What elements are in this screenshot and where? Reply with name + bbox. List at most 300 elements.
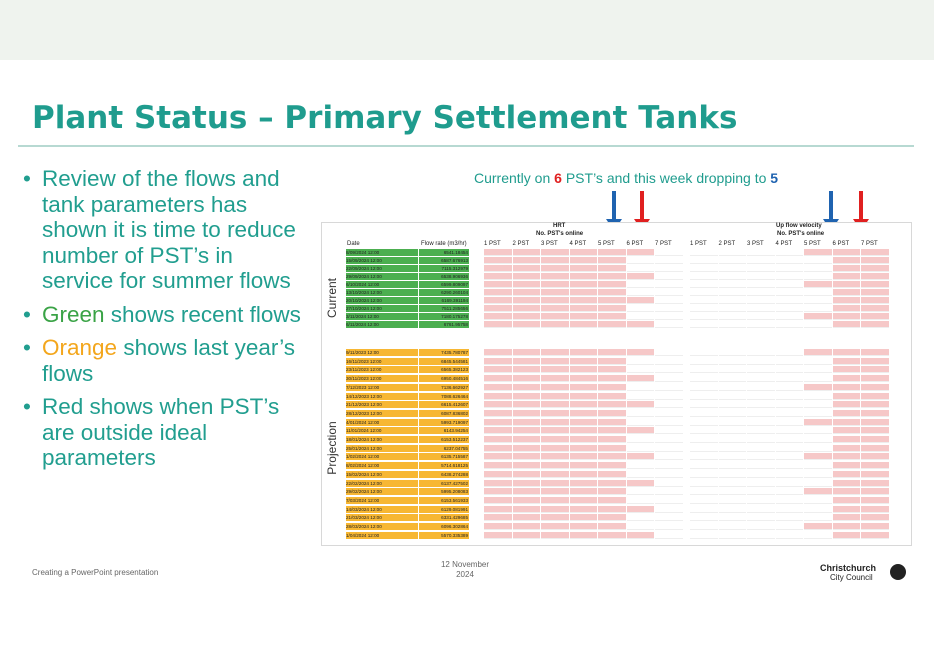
pst-value-cell <box>570 427 598 434</box>
pst-value-cell <box>513 462 541 469</box>
pst-value-cell <box>861 366 889 373</box>
pst-value-cell <box>719 366 747 373</box>
pst-value-cell <box>861 358 889 365</box>
pst-value-cell <box>570 497 598 504</box>
pst-value-cell <box>690 410 718 417</box>
pst-value-cell <box>655 532 683 539</box>
pst-value-cell <box>690 497 718 504</box>
pst-value-cell <box>804 358 832 365</box>
pst-value-cell <box>598 427 626 434</box>
pst-value-cell <box>598 401 626 408</box>
pst-value-cell <box>598 349 626 356</box>
flow-cell: 6587.676913 <box>419 257 469 264</box>
pst-value-cell <box>627 506 655 513</box>
pst-value-cell <box>484 265 512 272</box>
pst-value-cell <box>719 313 747 320</box>
bullet-review-text: Review of the flows and tank parameters has shown it is time to reduce number of PST’s in service for summer flows <box>42 166 296 293</box>
pst-value-cell <box>598 523 626 530</box>
pst-value-cell <box>627 297 655 304</box>
pst-value-cell <box>747 436 775 443</box>
pst-value-cell <box>627 523 655 530</box>
table-row <box>322 445 911 453</box>
date-cell: 30/11/2023 12:00 <box>346 375 418 382</box>
flow-column-header: Flow rate (m3/hr) <box>421 241 467 247</box>
pst-value-cell <box>690 305 718 312</box>
flow-cell: 5993.719097 <box>419 419 469 426</box>
date-cell: 15/09/2024 12:00 <box>346 257 418 264</box>
pst-value-cell <box>719 273 747 280</box>
pst-value-cell <box>655 453 683 460</box>
pst-value-cell <box>541 265 569 272</box>
pst-value-cell <box>484 410 512 417</box>
pst-value-cell <box>484 480 512 487</box>
table-row <box>322 349 911 357</box>
pst-value-cell <box>541 523 569 530</box>
pst-value-cell <box>747 488 775 495</box>
pst-value-cell <box>861 532 889 539</box>
pst-value-cell <box>627 273 655 280</box>
pst-value-cell <box>627 257 655 264</box>
pst-value-cell <box>541 453 569 460</box>
pst-value-cell <box>776 523 804 530</box>
pst-value-cell <box>627 419 655 426</box>
pst-value-cell <box>541 436 569 443</box>
pst-value-cell <box>690 265 718 272</box>
table-row <box>322 471 911 479</box>
flow-cell: 7511.285656 <box>419 305 469 312</box>
table-row <box>322 480 911 488</box>
pst-value-cell <box>484 289 512 296</box>
flow-cell: 6137.427502 <box>419 480 469 487</box>
pst-value-cell <box>570 249 598 256</box>
pst-value-cell <box>719 419 747 426</box>
flow-cell: 6290.260104 <box>419 289 469 296</box>
pst-value-cell <box>804 427 832 434</box>
pst-value-cell <box>484 462 512 469</box>
date-cell: 22/09/2024 12:00 <box>346 265 418 272</box>
pst-value-cell <box>804 471 832 478</box>
pst-value-cell <box>833 257 861 264</box>
pst-value-cell <box>804 462 832 469</box>
table-row <box>322 532 911 540</box>
pst-value-cell <box>541 273 569 280</box>
pst-value-cell <box>690 445 718 452</box>
pst-header-hrt-2: 2 PST <box>512 241 530 247</box>
slide-title: Plant Status – Primary Settlement Tanks <box>32 100 738 136</box>
pst-value-cell <box>833 453 861 460</box>
pst-value-cell <box>804 480 832 487</box>
pst-value-cell <box>541 249 569 256</box>
date-cell: 11/01/2024 12:00 <box>346 427 418 434</box>
pst-value-cell <box>484 358 512 365</box>
date-cell: 23/11/2023 12:00 <box>346 366 418 373</box>
pst-value-cell <box>627 514 655 521</box>
table-row <box>322 273 911 281</box>
pst-value-cell <box>804 375 832 382</box>
pst-value-cell <box>776 471 804 478</box>
pst-value-cell <box>513 257 541 264</box>
pst-value-cell <box>570 453 598 460</box>
pst-value-cell <box>719 436 747 443</box>
table-row <box>322 488 911 496</box>
pst-value-cell <box>719 375 747 382</box>
pst-value-cell <box>861 427 889 434</box>
bullet-dot-icon: • <box>23 394 31 419</box>
flow-cell: 6950.484516 <box>419 375 469 382</box>
bullet-green-highlight: Green <box>42 301 105 327</box>
pst-value-cell <box>776 393 804 400</box>
pst-value-cell <box>747 297 775 304</box>
pst-value-cell <box>804 410 832 417</box>
date-cell: 29/02/2024 12:00 <box>346 488 418 495</box>
pst-value-cell <box>747 249 775 256</box>
pst-value-cell <box>598 384 626 391</box>
pst-value-cell <box>747 471 775 478</box>
pst-value-cell <box>513 313 541 320</box>
pst-value-cell <box>541 313 569 320</box>
pst-value-cell <box>719 514 747 521</box>
pst-value-cell <box>513 401 541 408</box>
pst-value-cell <box>513 419 541 426</box>
pst-value-cell <box>719 427 747 434</box>
table-row <box>322 305 911 313</box>
pst-value-cell <box>776 305 804 312</box>
pst-header-hrt-7: 7 PST <box>655 241 672 247</box>
pst-value-cell <box>690 375 718 382</box>
pst-value-cell <box>598 321 626 328</box>
pst-value-cell <box>655 410 683 417</box>
table-row <box>322 358 911 366</box>
pst-value-cell <box>484 349 512 356</box>
bullet-green-text: shows recent flows <box>104 301 301 327</box>
pst-value-cell <box>541 514 569 521</box>
pst-value-cell <box>598 313 626 320</box>
pst-value-cell <box>513 349 541 356</box>
pst-value-cell <box>861 410 889 417</box>
pst-value-cell <box>655 488 683 495</box>
current-section-label: Current <box>325 277 339 318</box>
pst-value-cell <box>541 321 569 328</box>
pst-value-cell <box>655 497 683 504</box>
date-cell: 14/12/2023 12:00 <box>346 393 418 400</box>
pst-value-cell <box>747 375 775 382</box>
pst-value-cell <box>861 281 889 288</box>
pst-value-cell <box>655 313 683 320</box>
pst-value-cell <box>833 523 861 530</box>
flow-cell: 6135.715587 <box>419 453 469 460</box>
pst-value-cell <box>598 257 626 264</box>
pst-value-cell <box>570 321 598 328</box>
pst-value-cell <box>598 410 626 417</box>
date-cell: 6/10/2024 12:00 <box>346 281 418 288</box>
pst-value-cell <box>861 305 889 312</box>
hrt-group-header: HRT <box>553 223 566 229</box>
pst-value-cell <box>861 480 889 487</box>
pst-value-cell <box>776 488 804 495</box>
pst-value-cell <box>513 321 541 328</box>
pst-value-cell <box>747 305 775 312</box>
pst-value-cell <box>690 523 718 530</box>
pst-value-cell <box>776 265 804 272</box>
pst-value-cell <box>484 506 512 513</box>
pst-value-cell <box>484 375 512 382</box>
flow-cell: 6143.94254 <box>419 427 469 434</box>
pst-value-cell <box>861 297 889 304</box>
pst-value-cell <box>804 257 832 264</box>
pst-value-cell <box>804 313 832 320</box>
flow-cell: 6541.18454 <box>419 249 469 256</box>
bullet-dot-icon: • <box>23 335 31 360</box>
pst-value-cell <box>627 427 655 434</box>
bullet-orange-text: shows last year’s flows <box>42 335 296 386</box>
pst-value-cell <box>719 297 747 304</box>
table-row <box>322 453 911 461</box>
pst-header-hrt-3: 3 PST <box>541 241 558 247</box>
table-row <box>322 436 911 444</box>
pst-value-cell <box>833 384 861 391</box>
pst-value-cell <box>776 445 804 452</box>
pst-value-cell <box>598 471 626 478</box>
pst-value-cell <box>513 273 541 280</box>
flow-cell: 7136.662927 <box>419 384 469 391</box>
pst-value-cell <box>861 471 889 478</box>
pst-value-cell <box>861 445 889 452</box>
pst-value-cell <box>513 532 541 539</box>
pst-header-hrt-6: 6 PST <box>626 241 644 247</box>
pst-value-cell <box>655 273 683 280</box>
pst-value-cell <box>627 453 655 460</box>
pst-value-cell <box>513 471 541 478</box>
pst-value-cell <box>861 321 889 328</box>
pst-value-cell <box>598 462 626 469</box>
pst-value-cell <box>570 506 598 513</box>
date-cell: 18/01/2024 12:00 <box>346 436 418 443</box>
pst-value-cell <box>861 523 889 530</box>
flow-cell: 6087.836802 <box>419 410 469 417</box>
pst-value-cell <box>833 305 861 312</box>
pst-value-cell <box>861 497 889 504</box>
pst-value-cell <box>804 384 832 391</box>
pst-value-cell <box>719 480 747 487</box>
pst-value-cell <box>690 506 718 513</box>
pst-value-cell <box>513 384 541 391</box>
pst-value-cell <box>627 249 655 256</box>
pst-value-cell <box>541 375 569 382</box>
pst-value-cell <box>598 497 626 504</box>
pst-value-cell <box>484 514 512 521</box>
bullet-orange <box>20 335 310 386</box>
pst-value-cell <box>541 358 569 365</box>
date-cell: 6/11/2024 12:00 <box>346 321 418 328</box>
pst-value-cell <box>513 265 541 272</box>
flow-cell: 6845.544581 <box>419 358 469 365</box>
pst-header-up-2: 2 PST <box>718 241 736 247</box>
pst-value-cell <box>833 375 861 382</box>
pst-value-cell <box>804 497 832 504</box>
pst-header-hrt-1: 1 PST <box>484 241 501 247</box>
pst-value-cell <box>513 497 541 504</box>
pst-value-cell <box>861 289 889 296</box>
pst-value-cell <box>541 349 569 356</box>
pst-value-cell <box>484 436 512 443</box>
flow-cell: 7435.780787 <box>419 349 469 356</box>
pst-value-cell <box>776 410 804 417</box>
pst-value-cell <box>627 480 655 487</box>
pst-value-cell <box>541 305 569 312</box>
pst-value-cell <box>513 514 541 521</box>
pst-value-cell <box>513 506 541 513</box>
pst-value-cell <box>833 366 861 373</box>
pst-value-cell <box>655 305 683 312</box>
pst-value-cell <box>627 305 655 312</box>
pst-value-cell <box>627 349 655 356</box>
bullet-review <box>20 166 310 294</box>
pst-value-cell <box>541 401 569 408</box>
pst-value-cell <box>484 453 512 460</box>
pst-value-cell <box>570 419 598 426</box>
date-cell: 28/03/2024 12:00 <box>346 523 418 530</box>
pst-value-cell <box>776 419 804 426</box>
pst-value-cell <box>655 514 683 521</box>
pst-value-cell <box>690 349 718 356</box>
date-cell: 8/09/2024 12:00 <box>346 249 418 256</box>
pst-value-cell <box>690 313 718 320</box>
projection-section-label: Projection <box>325 421 339 475</box>
pst-value-cell <box>861 453 889 460</box>
pst-value-cell <box>776 257 804 264</box>
pst-value-cell <box>719 453 747 460</box>
pst-value-cell <box>833 427 861 434</box>
pst-value-cell <box>833 321 861 328</box>
pst-value-cell <box>570 410 598 417</box>
pst-value-cell <box>833 506 861 513</box>
pst-value-cell <box>484 257 512 264</box>
bullet-red <box>20 394 310 471</box>
pst-value-cell <box>627 436 655 443</box>
pst-value-cell <box>627 445 655 452</box>
pst-value-cell <box>804 305 832 312</box>
pst-value-cell <box>655 419 683 426</box>
pst-value-cell <box>833 401 861 408</box>
pst-value-cell <box>719 497 747 504</box>
table-row <box>322 523 911 531</box>
pst-value-cell <box>655 297 683 304</box>
pst-value-cell <box>747 523 775 530</box>
flow-cell: 7115.312979 <box>419 265 469 272</box>
pst-value-cell <box>804 265 832 272</box>
flow-cell: 6096.302864 <box>419 523 469 530</box>
date-cell: 27/10/2024 12:00 <box>346 305 418 312</box>
pst-value-cell <box>776 480 804 487</box>
pst-value-cell <box>747 384 775 391</box>
flow-cell: 5714.618125 <box>419 462 469 469</box>
pst-value-cell <box>719 321 747 328</box>
pst-value-cell <box>861 514 889 521</box>
pst-value-cell <box>541 427 569 434</box>
pst-value-cell <box>598 453 626 460</box>
pst-value-cell <box>627 265 655 272</box>
pst-value-cell <box>804 297 832 304</box>
flow-cell: 6438.274288 <box>419 471 469 478</box>
bullet-dot-icon: • <box>23 301 31 327</box>
pst-value-cell <box>690 358 718 365</box>
top-band <box>0 0 934 60</box>
date-cell: 25/01/2024 12:00 <box>346 445 418 452</box>
pst-value-cell <box>598 506 626 513</box>
table-row <box>322 313 911 321</box>
pst-value-cell <box>541 419 569 426</box>
pst-value-cell <box>655 427 683 434</box>
pst-value-cell <box>513 445 541 452</box>
flow-cell: 6761.95758 <box>419 321 469 328</box>
pst-value-cell <box>484 488 512 495</box>
footer-date <box>430 560 500 580</box>
note-prefix: Currently on <box>474 170 555 186</box>
pst-value-cell <box>861 419 889 426</box>
bullet-list <box>20 166 310 479</box>
footer-presentation-name: Creating a PowerPoint presentation <box>32 568 159 577</box>
date-cell: 21/12/2023 12:00 <box>346 401 418 408</box>
pst-value-cell <box>627 462 655 469</box>
pst-value-cell <box>690 453 718 460</box>
pst-value-cell <box>776 401 804 408</box>
pst-value-cell <box>541 384 569 391</box>
pst-value-cell <box>747 506 775 513</box>
pst-value-cell <box>719 349 747 356</box>
flow-cell: 6331.429685 <box>419 514 469 521</box>
pst-value-cell <box>833 358 861 365</box>
pst-value-cell <box>570 305 598 312</box>
flow-cell: 5995.208083 <box>419 488 469 495</box>
pst-value-cell <box>747 401 775 408</box>
pst-value-cell <box>690 273 718 280</box>
pst-value-cell <box>833 514 861 521</box>
pst-value-cell <box>776 273 804 280</box>
date-cell: 21/03/2024 12:00 <box>346 514 418 521</box>
pst-value-cell <box>747 349 775 356</box>
pst-value-cell <box>598 273 626 280</box>
pst-value-cell <box>861 488 889 495</box>
date-cell: 22/02/2024 12:00 <box>346 480 418 487</box>
date-cell: 20/10/2024 12:00 <box>346 297 418 304</box>
pst-value-cell <box>513 249 541 256</box>
table-row <box>322 410 911 418</box>
pst-value-cell <box>861 401 889 408</box>
pst-value-cell <box>747 265 775 272</box>
pst-value-cell <box>627 401 655 408</box>
pst-header-up-3: 3 PST <box>747 241 764 247</box>
pst-value-cell <box>484 321 512 328</box>
pst-value-cell <box>570 297 598 304</box>
pst-value-cell <box>861 265 889 272</box>
pst-value-cell <box>541 393 569 400</box>
pst-value-cell <box>776 384 804 391</box>
date-cell: 9/11/2023 12:00 <box>346 349 418 356</box>
pst-value-cell <box>690 321 718 328</box>
hrt-group-subheader: No. PST's online <box>536 231 584 237</box>
pst-value-cell <box>747 393 775 400</box>
table-row <box>322 506 911 514</box>
bullet-dot-icon: • <box>23 166 31 191</box>
pst-header-up-5: 5 PST <box>804 241 821 247</box>
pst-value-cell <box>719 249 747 256</box>
pst-value-cell <box>570 265 598 272</box>
pst-value-cell <box>541 471 569 478</box>
pst-value-cell <box>570 384 598 391</box>
pst-value-cell <box>513 289 541 296</box>
pst-value-cell <box>513 410 541 417</box>
title-divider <box>18 145 914 147</box>
